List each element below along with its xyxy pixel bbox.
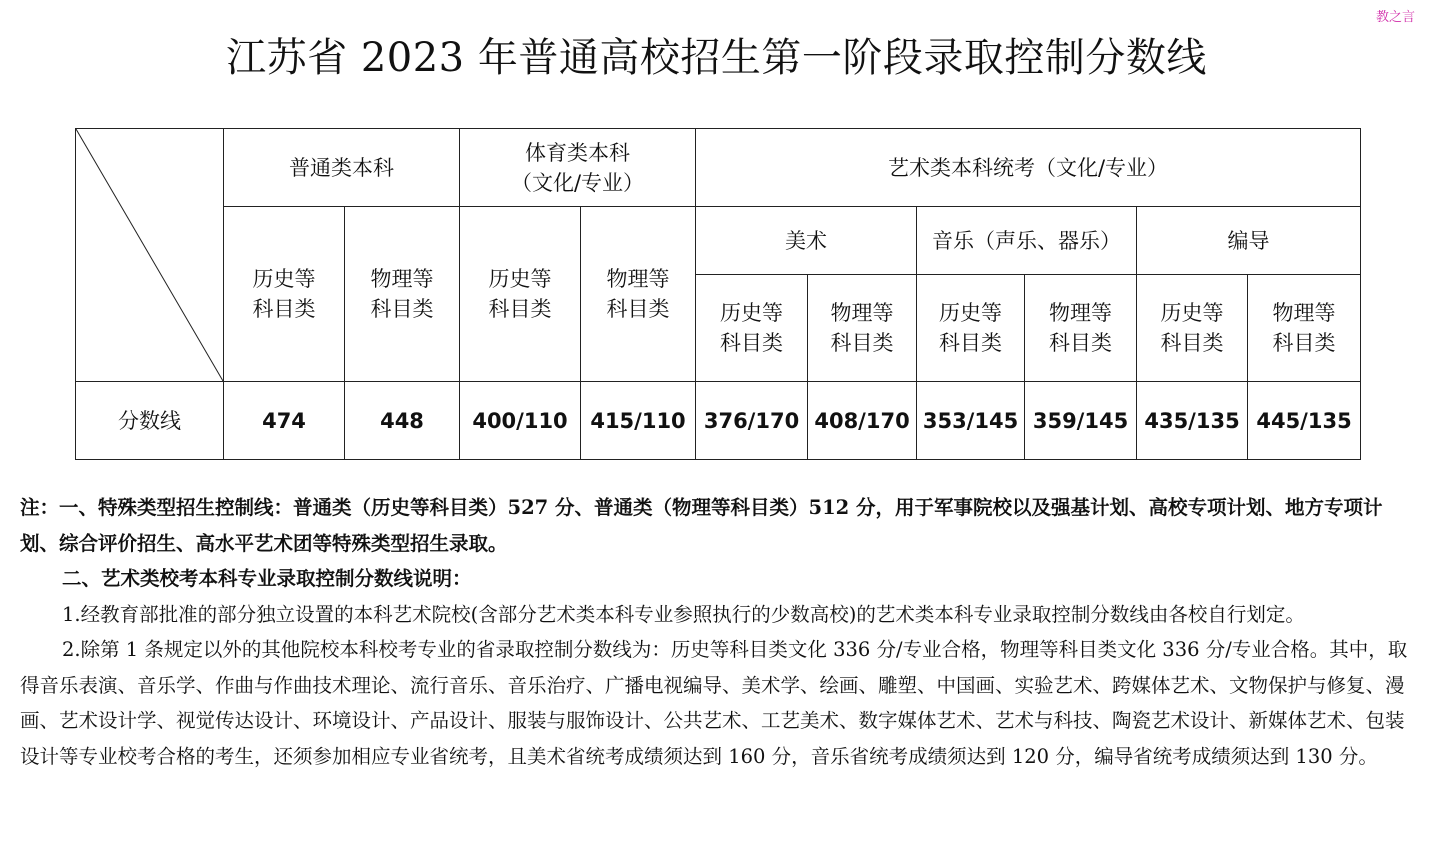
score-cell: 435/135 xyxy=(1137,382,1248,460)
general-physics-header: 物理等 科目类 xyxy=(345,207,460,382)
score-cell: 353/145 xyxy=(917,382,1025,460)
notes-section xyxy=(20,490,1415,774)
note-2-heading: 二、艺术类校考本科专业录取控制分数线说明： xyxy=(62,567,472,590)
note-1 xyxy=(20,490,1415,561)
watermark: 教之言 xyxy=(1375,10,1415,25)
note-2-item-1: 1.经教育部批准的部分独立设置的本科艺术院校(含部分艺术类本科专业参照执行的少数高校)的艺术类本科专业录取控制分数线由各校自行划定。 xyxy=(62,602,1305,626)
score-cell: 400/110 xyxy=(460,382,581,460)
score-cell: 359/145 xyxy=(1025,382,1137,460)
score-cell: 415/110 xyxy=(581,382,696,460)
score-cell: 474 xyxy=(224,382,345,460)
diagonal-line xyxy=(76,129,223,381)
diagonal-header-cell xyxy=(76,129,224,382)
fine-arts-physics-header: 物理等 科目类 xyxy=(808,275,917,382)
art-fine-arts-header: 美术 xyxy=(696,207,917,275)
directing-history-header: 历史等 科目类 xyxy=(1137,275,1248,382)
fine-arts-history-header: 历史等 科目类 xyxy=(696,275,808,382)
group-art-header: 艺术类本科统考（文化/专业） xyxy=(696,129,1361,207)
music-history-header: 历史等 科目类 xyxy=(917,275,1025,382)
music-physics-header: 物理等 科目类 xyxy=(1025,275,1137,382)
score-table xyxy=(75,128,1361,460)
note-lead: 注： xyxy=(20,496,60,519)
group-sports-line1: 体育类本科 xyxy=(525,140,630,165)
art-music-header: 音乐（声乐、器乐） xyxy=(917,207,1137,275)
table-row xyxy=(76,382,1361,460)
art-directing-header: 编导 xyxy=(1137,207,1361,275)
score-cell: 408/170 xyxy=(808,382,917,460)
score-cell: 448 xyxy=(345,382,460,460)
page-title: 江苏省 2023 年普通高校招生第一阶段录取控制分数线 xyxy=(226,35,1207,81)
sports-physics-header: 物理等 科目类 xyxy=(581,207,696,382)
group-general-header: 普通类本科 xyxy=(224,129,460,207)
score-cell: 376/170 xyxy=(696,382,808,460)
note-2-item-2: 2.除第 1 条规定以外的其他院校本科校考专业的省录取控制分数线为：历史等科目类文化 336 分/专业合格，物理等科目类文化 336 分/专业合格。其中，取得音乐表演、音乐学、作曲与作曲技术理论、流行音乐、音乐治疗、广播电视编导、美术学、绘画、雕塑、中国画、实验艺术、跨媒体艺术、文物保护与修复、漫画、艺术设计学、视觉传达设计、环境设计、产品设计、服装与服饰设计、公共艺术、工艺美术、数字媒体艺术、艺术与科技、陶瓷艺术设计、新媒体艺术、包装设计等专业校考合格的考生，还须参加相应专业省统考，且美术省统考成绩须达到 160 分，音乐省统考成绩须达到 120 分，编导省统考成绩须达到 130 分。 xyxy=(20,638,1408,768)
general-history-header: 历史等 科目类 xyxy=(224,207,345,382)
sports-history-header: 历史等 科目类 xyxy=(460,207,581,382)
directing-physics-header: 物理等 科目类 xyxy=(1248,275,1361,382)
group-sports-header xyxy=(460,129,696,207)
score-cell: 445/135 xyxy=(1248,382,1361,460)
row-label: 分数线 xyxy=(76,382,224,460)
note-1-text: 一、特殊类型招生控制线：普通类（历史等科目类）527 分、普通类（物理等科目类）512 分，用于军事院校以及强基计划、高校专项计划、地方专项计划、综合评价招生、高水平艺术团等特殊类型招生录取。 xyxy=(20,496,1383,555)
group-sports-line2: （文化/专业） xyxy=(510,170,645,195)
